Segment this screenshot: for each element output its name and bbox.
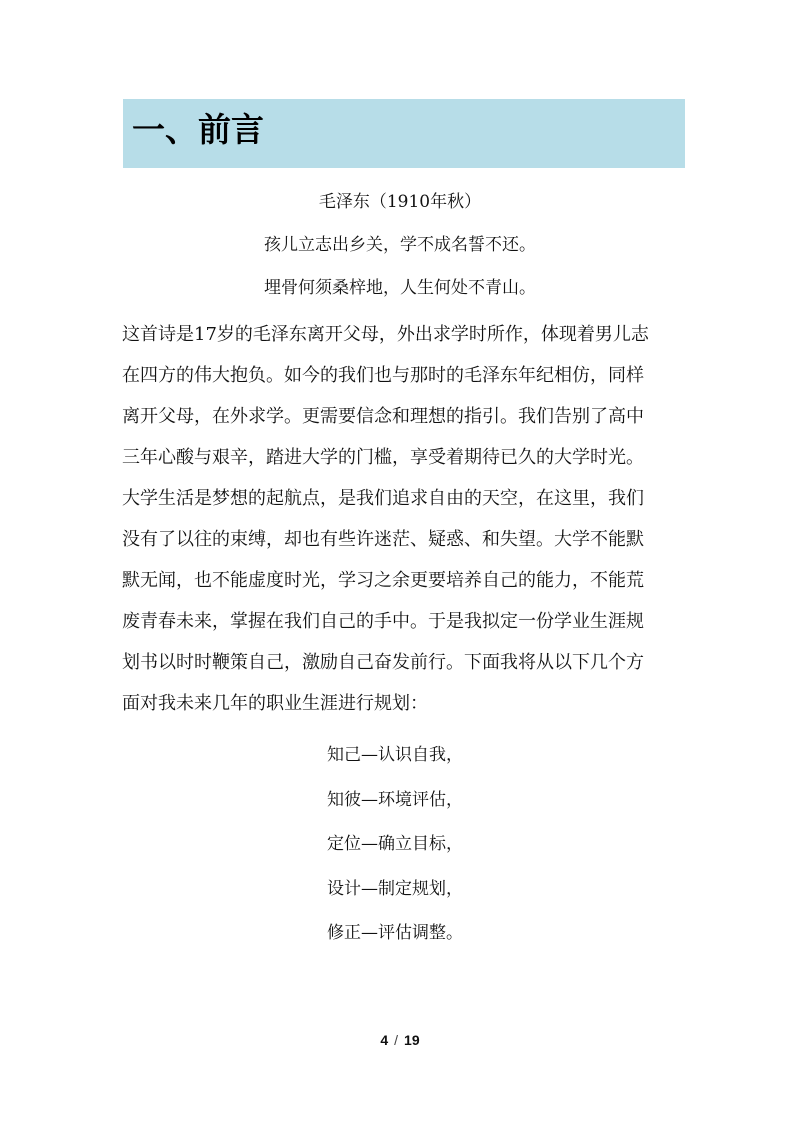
body-line: 在四方的伟大抱负。如今的我们也与那时的毛泽东年纪相仿，同样: [122, 365, 644, 386]
section-title: 一、前言: [132, 110, 264, 149]
plan-list-item: 定位—确立目标，: [327, 834, 463, 854]
body-paragraph: [122, 314, 690, 724]
total-pages: 19: [404, 1032, 420, 1048]
body-line: 离开父母，在外求学。更需要信念和理想的指引。我们告别了高中: [122, 406, 644, 427]
plan-list: [327, 733, 463, 956]
body-line: 面对我未来几年的职业生涯进行规划：: [122, 693, 428, 714]
plan-list-item: 知彼—环境评估，: [327, 789, 463, 810]
poem-line-2: 埋骨何须桑梓地，人生何处不青山。: [264, 278, 536, 298]
plan-list-item: 修正—评估调整。: [327, 923, 463, 943]
poem-line-1: 孩儿立志出乡关，学不成名誓不还。: [264, 235, 536, 255]
plan-list-item: 设计—制定规划，: [327, 878, 463, 899]
current-page: 4: [380, 1032, 389, 1048]
body-line: 划书以时时鞭策自己，激励自己奋发前行。下面我将从以下几个方: [122, 652, 644, 673]
body-line: 没有了以往的束缚，却也有些许迷茫、疑惑、和失望。大学不能默: [122, 529, 644, 550]
poem-author-line: 毛泽东（1910年秋）: [318, 192, 482, 212]
body-line: 废青春未来，掌握在我们自己的手中。于是我拟定一份学业生涯规: [122, 611, 644, 632]
body-line: 这首诗是17岁的毛泽东离开父母，外出求学时所作，体现着男儿志: [122, 324, 649, 345]
plan-list-item: 知己—认识自我，: [327, 745, 463, 765]
heading-divider: [123, 168, 685, 172]
body-line: 三年心酸与艰辛，踏进大学的门槛，享受着期待已久的大学时光。: [122, 447, 644, 468]
body-line: 大学生活是梦想的起航点，是我们追求自由的天空，在这里，我们: [122, 488, 644, 509]
page-number: [0, 1030, 800, 1050]
body-line: 默无闻，也不能虚度时光，学习之余更要培养自己的能力，不能荒: [122, 570, 644, 591]
page-separator: /: [394, 1032, 399, 1048]
